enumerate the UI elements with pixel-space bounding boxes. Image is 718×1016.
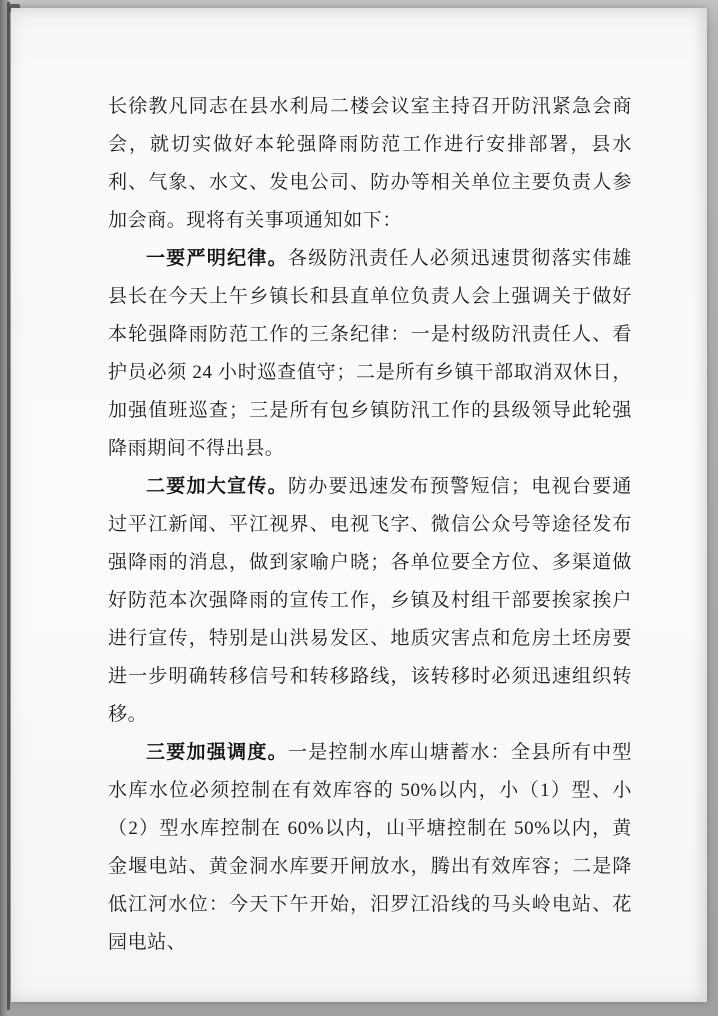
paragraph-lead: 一要严明纪律。: [146, 248, 288, 269]
document-text: [108, 88, 632, 962]
document-page: [11, 8, 707, 1002]
paragraph-lead: 二要加大宣传。: [146, 476, 288, 497]
paragraph: 三要加强调度。一是控制水库山塘蓄水：全县所有中型水库水位必须控制在有效库容的 50%以内，小（1）型、小（2）型水库控制在 60%以内，山平塘控制在 50%以内，黄金堰电站、黄金洞水库要开闸放水，腾出有效库容；二是降低江河水位：今天下午开始，汨罗江沿线的马头岭电站、花园电站、: [108, 742, 633, 953]
paragraph: 长徐教凡同志在县水利局二楼会议室主持召开防汛紧急会商会，就切实做好本轮强降雨防范工作进行安排部署，县水利、气象、水文、发电公司、防办等相关单位主要负责人参加会商。现将有关事项通知如下：: [108, 96, 632, 231]
scanner-edge-line: [7, 2, 10, 1010]
paragraph-lead: 三要加强调度。: [146, 742, 288, 763]
paragraph: 二要加大宣传。防办要迅速发布预警短信；电视台要通过平江新闻、平江视界、电视飞字、微信公众号等途径发布强降雨的消息，做到家喻户晓；各单位要全方位、多渠道做好防范本次强降雨的宣传工作，乡镇及村组干部要挨家挨户进行宣传，特别是山洪易发区、地质灾害点和危房土坯房要进一步明确转移信号和转移路线，该转移时必须迅速组织转移。: [108, 476, 633, 725]
paragraph: 一要严明纪律。各级防汛责任人必须迅速贯彻落实伟雄县长在今天上午乡镇长和县直单位负责人会上强调关于做好本轮强降雨防范工作的三条纪律：一是村级防汛责任人、看护员必须 24 小时巡查值守；二是所有乡镇干部取消双休日，加强值班巡查；三是所有包乡镇防汛工作的县级领导此轮强降雨期间不得出县。: [108, 248, 633, 459]
